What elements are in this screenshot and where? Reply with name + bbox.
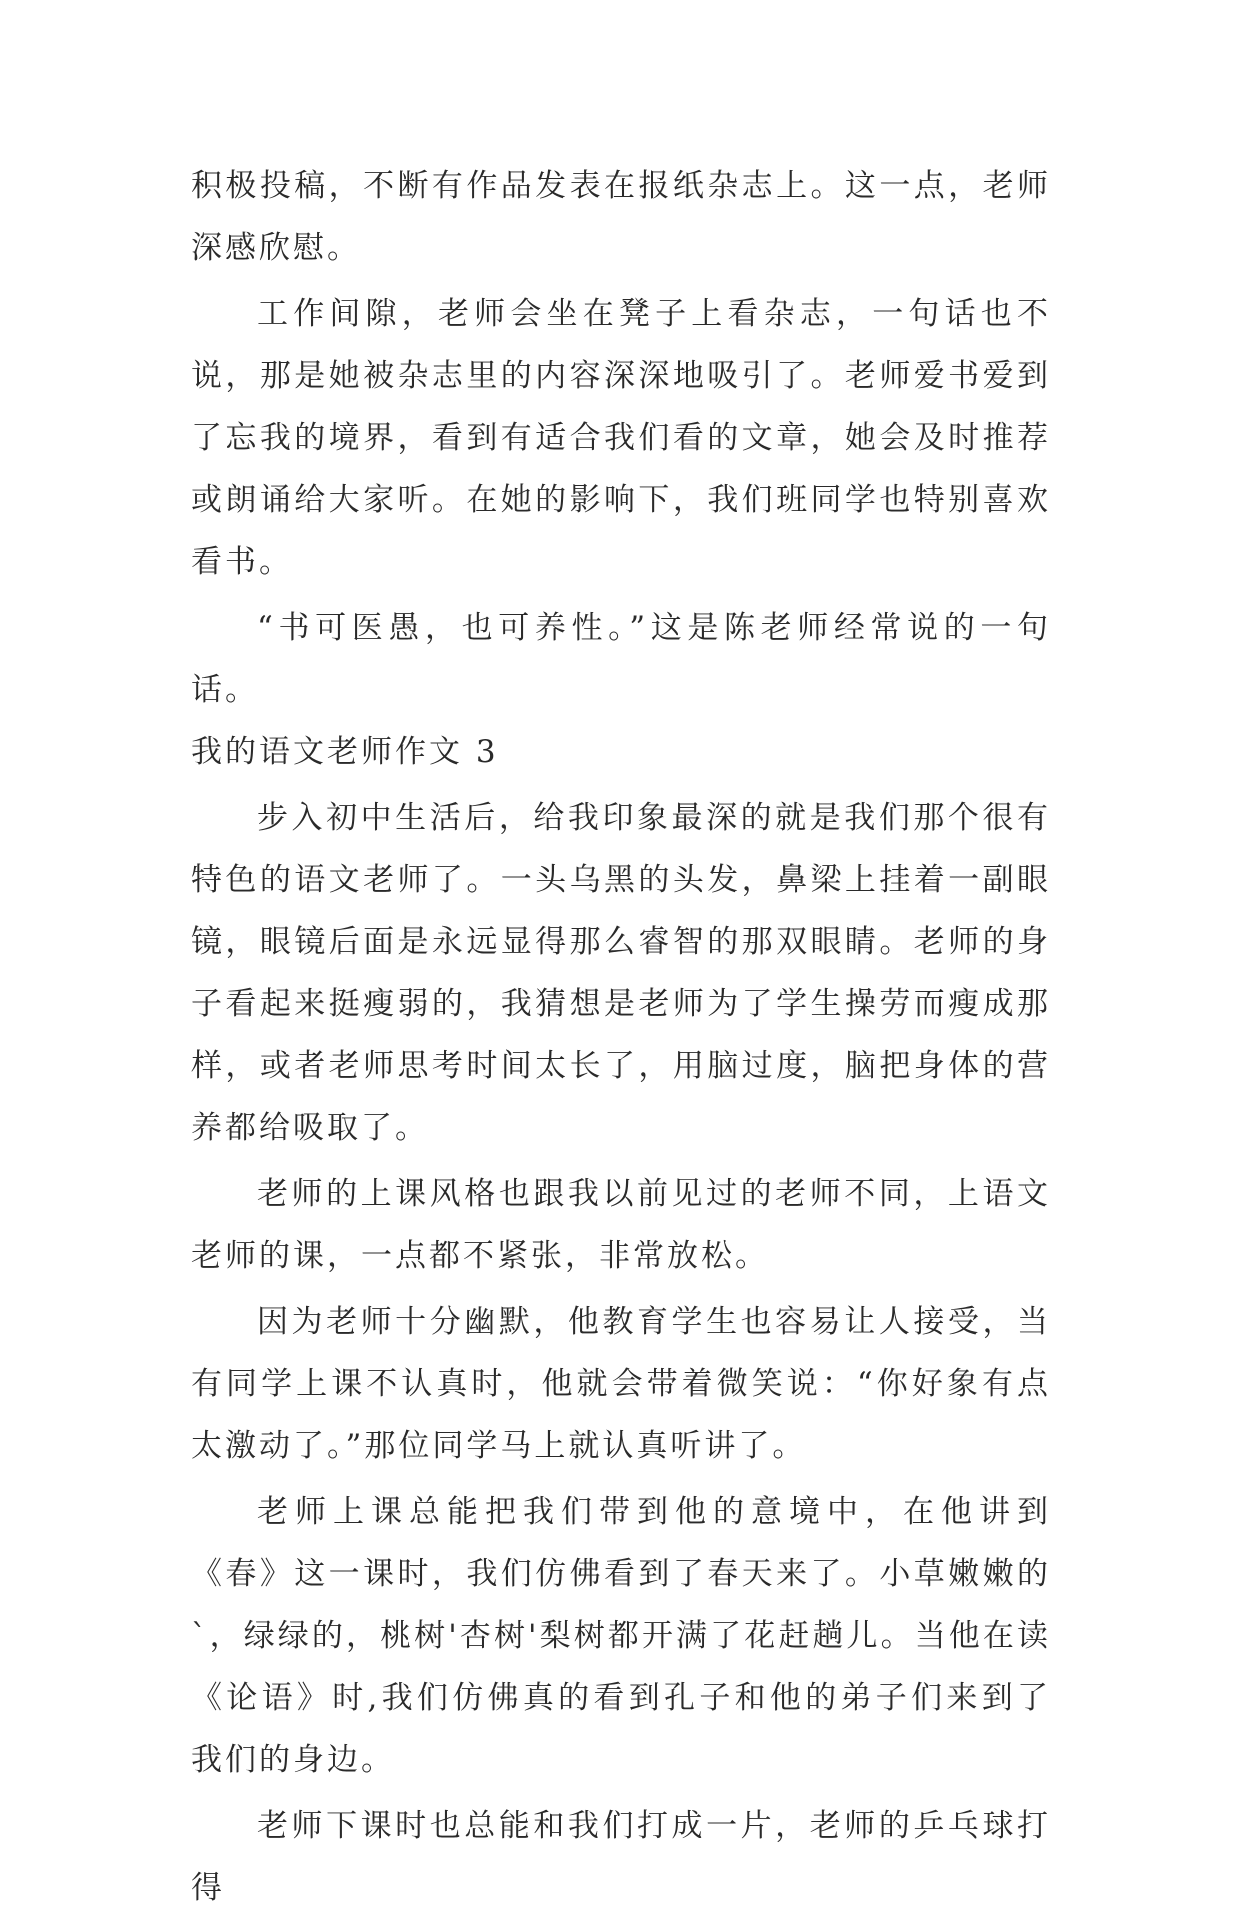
section-paragraph-3: 因为老师十分幽默，他教育学生也容易让人接受，当有同学上课不认真时，他就会带着微笑说：“你好象有点太激动了。”那位同学马上就认真听讲了。 [191, 1304, 1051, 1464]
section-paragraph-2: 老师的上课风格也跟我以前见过的老师不同，上语文老师的课，一点都不紧张，非常放松。 [191, 1176, 1051, 1274]
paragraph-1: 积极投稿，不断有作品发表在报纸杂志上。这一点，老师深感欣慰。 [191, 168, 1051, 266]
document-body [191, 155, 1051, 1919]
paragraph-2: 工作间隙，老师会坐在凳子上看杂志，一句话也不说，那是她被杂志里的内容深深地吸引了。老师爱书爱到了忘我的境界，看到有适合我们看的文章，她会及时推荐或朗诵给大家听。在她的影响下，我们班同学也特别喜欢看书。 [191, 296, 1051, 580]
paragraph-3: “书可医愚，也可养性。”这是陈老师经常说的一句话。 [191, 610, 1051, 708]
section-paragraph-1: 步入初中生活后，给我印象最深的就是我们那个很有特色的语文老师了。一头乌黑的头发，鼻梁上挂着一副眼镜，眼镜后面是永远显得那么睿智的那双眼睛。老师的身子看起来挺瘦弱的，我猜想是老师为了学生操劳而瘦成那样，或者老师思考时间太长了，用脑过度，脑把身体的营养都给吸取了。 [191, 800, 1051, 1146]
section-heading: 我的语文老师作文 3 [191, 734, 499, 770]
section-paragraph-5: 老师下课时也总能和我们打成一片，老师的乒乓球打得 [191, 1808, 1051, 1906]
section-paragraph-4: 老师上课总能把我们带到他的意境中，在他讲到《春》这一课时，我们仿佛看到了春天来了。小草嫩嫩的`，绿绿的，桃树'杏树'梨树都开满了花赶趟儿。当他在读《论语》时,我们仿佛真的看到孔子和他的弟子们来到了我们的身边。 [191, 1494, 1051, 1778]
